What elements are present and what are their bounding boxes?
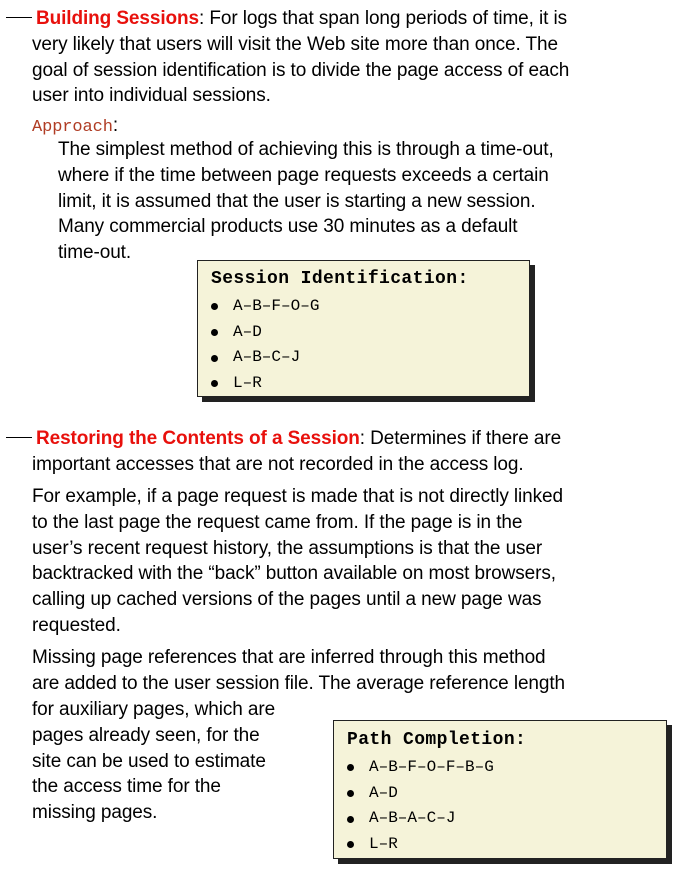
list-item xyxy=(211,294,319,320)
path-list xyxy=(347,755,494,858)
path-box-title: Path Completion: xyxy=(347,730,527,750)
path-completion-box xyxy=(333,720,667,859)
approach-colon: : xyxy=(112,115,119,136)
approach-line: where if the time between page requests exceeds a certain xyxy=(58,164,549,186)
list-item xyxy=(347,832,494,858)
section2-body xyxy=(6,452,676,478)
para3-line: are added to the user session file. The average reference length xyxy=(32,672,565,694)
session-path: L–R xyxy=(233,374,262,393)
para3-line: Missing page references that are inferred through this method xyxy=(32,647,546,668)
list-item xyxy=(211,320,319,346)
bullet-icon xyxy=(347,841,354,848)
section1-line: goal of session identification is to divide the page access of each xyxy=(32,59,570,81)
section2-line: important accesses that are not recorded in the access log. xyxy=(32,453,524,475)
para3-line: site can be used to estimate xyxy=(32,750,266,772)
section2-paragraph-3-narrow xyxy=(32,697,332,826)
em-dash-marker xyxy=(6,437,32,438)
section2-line1-text: : Determines if there are xyxy=(359,428,562,449)
para2-line: backtracked with the “back” button available on most browsers, xyxy=(32,563,556,585)
section1-line1-text: : For logs that span long periods of time, it is xyxy=(199,8,567,29)
section-building-sessions xyxy=(6,6,676,109)
approach-line: Many commercial products use 30 minutes as a default xyxy=(58,216,518,238)
section1-body xyxy=(6,32,676,109)
em-dash-marker xyxy=(6,17,32,18)
approach-line: The simplest method of achieving this is through a time-out, xyxy=(58,139,554,160)
bullet-icon xyxy=(347,816,354,823)
section1-line: user into individual sessions. xyxy=(32,85,271,107)
bullet-icon xyxy=(211,303,218,310)
list-item xyxy=(211,371,319,397)
heading-restoring-contents: Restoring the Contents of a Session xyxy=(36,428,360,449)
bullet-icon xyxy=(347,790,354,797)
path-sequence: A–B–F–O–F–B–G xyxy=(369,758,494,776)
section1-line: very likely that users will visit the Web site more than once. The xyxy=(32,33,558,55)
session-identification-box xyxy=(197,260,530,397)
approach-body xyxy=(58,137,658,266)
approach-line: limit, it is assumed that the user is starting a new session. xyxy=(58,190,536,212)
section1-first-line xyxy=(6,6,676,32)
para3-line: for auxiliary pages, which are xyxy=(32,699,276,720)
session-path: A–B–F–O–G xyxy=(233,297,320,315)
heading-building-sessions: Building Sessions xyxy=(36,8,199,29)
para2-line: For example, if a page request is made that is not directly linked xyxy=(32,486,563,507)
para2-line: calling up cached versions of the pages until a new page was xyxy=(32,589,542,611)
session-list xyxy=(211,294,319,397)
list-item xyxy=(347,806,494,832)
section2-first-line xyxy=(6,426,676,452)
approach-line: time-out. xyxy=(58,242,132,264)
para2-line: to the last page the request came from. If the page is in the xyxy=(32,511,523,533)
list-item xyxy=(211,345,319,371)
para3-line: missing pages. xyxy=(32,802,158,824)
path-sequence: L–R xyxy=(369,835,398,854)
bullet-icon xyxy=(347,764,354,771)
approach-label: Approach xyxy=(32,118,113,137)
session-path: A–B–C–J xyxy=(233,348,301,367)
bullet-icon xyxy=(211,380,218,387)
bullet-icon xyxy=(211,355,218,362)
para2-line: user’s recent request history, the assumptions is that the user xyxy=(32,537,543,559)
section2-paragraph-3 xyxy=(32,645,677,697)
section2-paragraph-2 xyxy=(32,484,677,639)
list-item xyxy=(347,781,494,807)
para3-line: pages already seen, for the xyxy=(32,724,260,746)
bullet-icon xyxy=(211,329,218,336)
list-item xyxy=(347,755,494,781)
session-box-title: Session Identification: xyxy=(211,269,469,289)
para2-line: requested. xyxy=(32,614,121,636)
session-path: A–D xyxy=(233,322,262,341)
para3-line: the access time for the xyxy=(32,776,221,798)
section-restoring-contents xyxy=(6,426,676,478)
path-sequence: A–B–A–C–J xyxy=(369,809,456,828)
path-sequence: A–D xyxy=(369,783,398,802)
